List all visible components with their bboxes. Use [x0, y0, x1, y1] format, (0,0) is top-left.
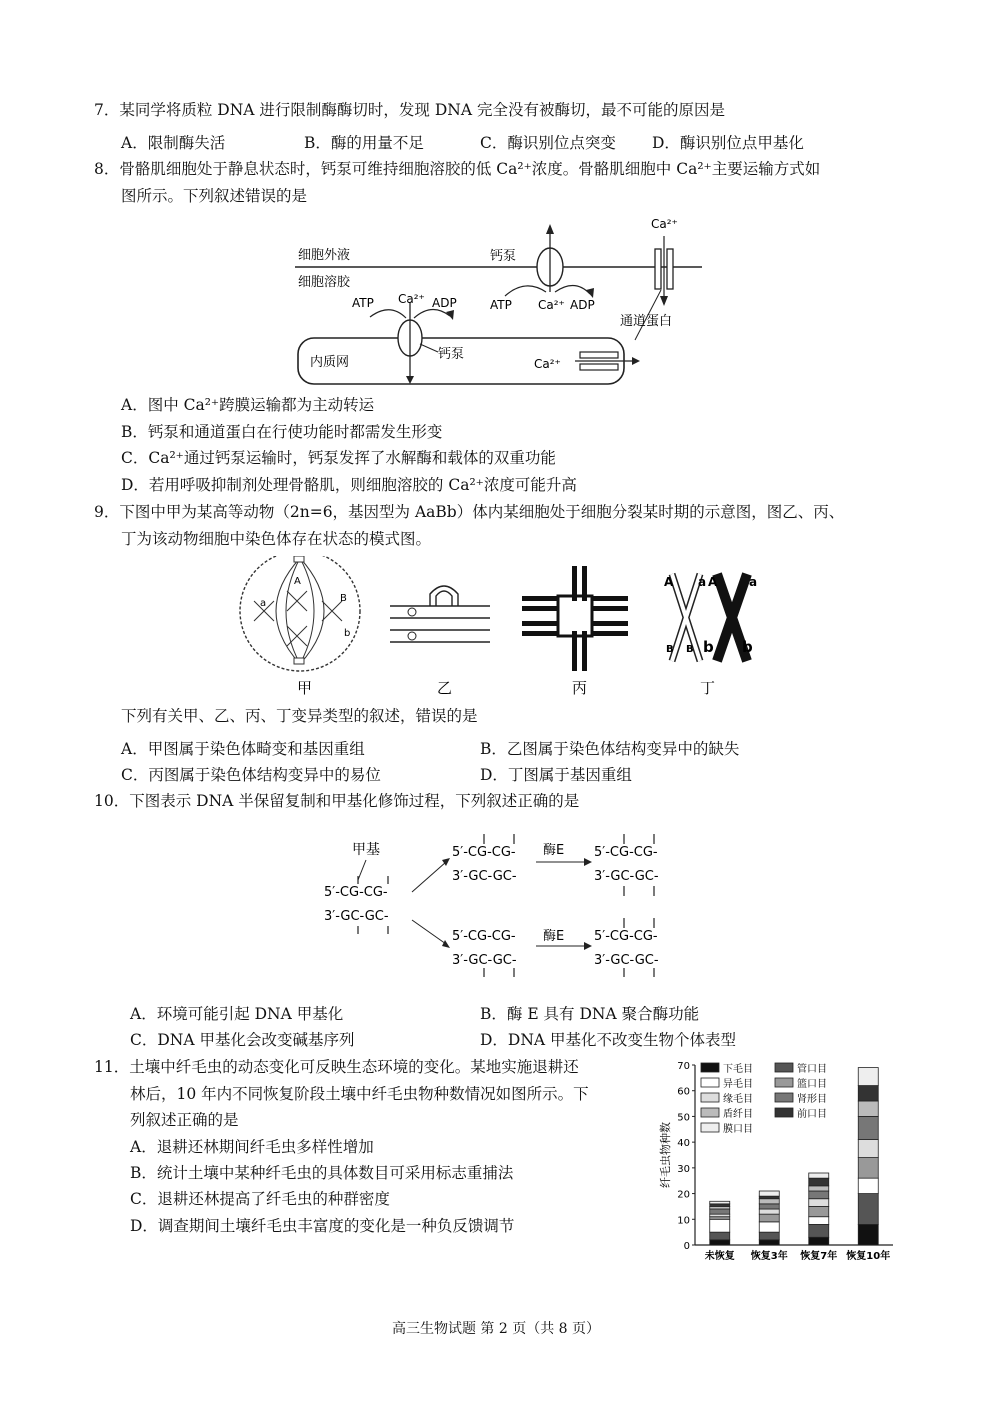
svg-text:3′-GC-GC-: 3′-GC-GC- [594, 953, 659, 968]
q8-option-c: C．Ca²⁺通过钙泵运输时，钙泵发挥了水解酶和载体的双重功能 [121, 449, 556, 467]
q10-option-a: A．环境可能引起 DNA 甲基化 [130, 1005, 344, 1023]
q8-stem-line2: 图所示。下列叙述错误的是 [121, 187, 308, 205]
svg-text:B: B [686, 644, 694, 655]
svg-text:ADP: ADP [570, 298, 595, 312]
legend-swatch [775, 1063, 793, 1072]
q8-option-d: D．若用呼吸抑制剂处理骨骼肌，则细胞溶胶的 Ca²⁺浓度可能升高 [121, 476, 577, 494]
svg-text:A: A [664, 575, 674, 589]
svg-text:Ca²⁺: Ca²⁺ [534, 357, 561, 371]
legend-swatch [701, 1078, 719, 1087]
label-methyl: 甲基 [352, 842, 380, 858]
svg-text:5′-CG-CG-: 5′-CG-CG- [452, 845, 516, 860]
q7-option-b: B．酶的用量不足 [304, 134, 424, 152]
bar-segment [759, 1199, 779, 1204]
bar-segment [858, 1068, 878, 1086]
y-tick-label: 60 [677, 1086, 690, 1098]
q7-option-d: D．酶识别位点甲基化 [652, 134, 804, 152]
q9-option-d: D．丁图属于基因重组 [480, 766, 632, 784]
svg-text:ADP: ADP [432, 296, 457, 310]
legend-label: 异毛目 [723, 1079, 753, 1090]
calcium-transport-figure [290, 212, 710, 390]
legend-label: 下毛目 [723, 1064, 753, 1075]
svg-text:5′-CG-CG-: 5′-CG-CG- [452, 929, 516, 944]
bar-segment [710, 1232, 730, 1240]
bar-segment [858, 1101, 878, 1116]
bar-segment [809, 1224, 829, 1237]
q11-option-b: B．统计土壤中某种纤毛虫的具体数目可采用标志重捕法 [130, 1164, 514, 1182]
bar-segment [809, 1199, 829, 1207]
svg-text:b: b [703, 638, 714, 656]
svg-text:A: A [708, 575, 718, 589]
q8-option-b: B．钙泵和通道蛋白在行使功能时都需发生形变 [121, 423, 443, 441]
q11-stem-line1: 11．土壤中纤毛虫的动态变化可反映生态环境的变化。某地实施退耕还 [94, 1058, 579, 1076]
svg-text:a: a [749, 575, 758, 589]
svg-text:5′-CG-CG-: 5′-CG-CG- [594, 845, 658, 860]
y-tick-label: 50 [677, 1112, 690, 1124]
svg-text:B: B [340, 593, 347, 604]
q9-option-b: B．乙图属于染色体结构变异中的缺失 [480, 740, 740, 758]
q7-stem: 7．某同学将质粒 DNA 进行限制酶酶切时，发现 DNA 完全没有被酶切，最不可能的原因是 [94, 101, 725, 119]
svg-text:Ca²⁺: Ca²⁺ [538, 298, 565, 312]
bar-segment [858, 1116, 878, 1139]
bar-segment [809, 1217, 829, 1225]
label-jia: 甲 [297, 679, 313, 697]
q11-stem-line3: 列叙述正确的是 [130, 1111, 239, 1129]
page-footer: 高三生物试题 第 2 页（共 8 页） [391, 1321, 601, 1337]
q9-sub-stem: 下列有关甲、乙、丙、丁变异类型的叙述，错误的是 [121, 707, 478, 725]
category-label: 未恢复 [704, 1251, 735, 1262]
svg-text:a: a [260, 598, 267, 609]
category-label: 恢复3年 [750, 1251, 788, 1262]
bar-segment [809, 1173, 829, 1178]
svg-text:3′-GC-GC-: 3′-GC-GC- [452, 869, 517, 884]
svg-text:酶E: 酶E [543, 929, 565, 944]
label-channel: 通道蛋白 [620, 314, 673, 329]
bar-segment [710, 1240, 730, 1245]
q9-option-c: C．丙图属于染色体结构变异中的易位 [121, 766, 381, 784]
bar-segment [858, 1158, 878, 1179]
q7-option-c: C．酶识别位点突变 [480, 134, 616, 152]
svg-text:A: A [294, 576, 301, 587]
svg-text:3′-GC-GC-: 3′-GC-GC- [594, 869, 659, 884]
svg-text:a: a [698, 575, 707, 589]
svg-text:Ca²⁺: Ca²⁺ [651, 217, 678, 231]
y-tick-label: 70 [677, 1061, 690, 1072]
svg-text:ATP: ATP [352, 296, 374, 310]
category-label: 恢复7年 [800, 1251, 838, 1262]
svg-text:3′-GC-GC-: 3′-GC-GC- [452, 953, 517, 968]
bar-segment [710, 1209, 730, 1214]
label-yi: 乙 [437, 679, 453, 697]
svg-text:5′-CG-CG-: 5′-CG-CG- [324, 885, 388, 900]
q11-option-d: D．调查期间土壤纤毛虫丰富度的变化是一种负反馈调节 [130, 1217, 515, 1235]
legend-label: 缘毛目 [723, 1094, 753, 1105]
y-tick-label: 30 [677, 1163, 690, 1175]
legend-swatch [701, 1108, 719, 1117]
bar-segment [858, 1086, 878, 1101]
legend-swatch [775, 1093, 793, 1102]
y-axis-label: 纤毛虫物种数 [659, 1122, 672, 1188]
legend-label: 肾形目 [797, 1094, 827, 1105]
ciliate-species-chart [655, 1055, 905, 1265]
legend-label: 盾纤目 [723, 1109, 753, 1120]
q10-option-d: D．DNA 甲基化不改变生物个体表型 [480, 1031, 737, 1049]
y-tick-label: 20 [677, 1189, 690, 1201]
bar-segment [858, 1178, 878, 1193]
bar-segment [809, 1191, 829, 1199]
svg-text:Ca²⁺: Ca²⁺ [398, 292, 425, 306]
y-tick-label: 40 [677, 1138, 690, 1150]
chromosome-figures [232, 556, 772, 698]
q9-stem-line1: 9．下图中甲为某高等动物（2n=6，基因型为 AaBb）体内某细胞处于细胞分裂某时期的示意图，图乙、丙、 [94, 503, 845, 521]
svg-text:ATP: ATP [490, 298, 512, 312]
label-bing: 丙 [572, 679, 588, 697]
bar-segment [759, 1191, 779, 1196]
dna-methylation-figure [318, 832, 688, 977]
bar-segment [759, 1204, 779, 1209]
svg-text:b: b [344, 628, 351, 639]
q10-option-c: C．DNA 甲基化会改变碱基序列 [130, 1031, 355, 1049]
svg-text:酶E: 酶E [543, 843, 565, 858]
legend-label: 管口目 [797, 1064, 827, 1075]
label-ding: 丁 [700, 679, 716, 697]
q8-option-a: A．图中 Ca²⁺跨膜运输都为主动转运 [121, 396, 375, 414]
legend-swatch [701, 1093, 719, 1102]
q10-option-b: B．酶 E 具有 DNA 聚合酶功能 [480, 1005, 700, 1023]
q9-stem-line2: 丁为该动物细胞中染色体存在状态的模式图。 [121, 530, 432, 548]
legend-swatch [701, 1123, 719, 1132]
y-tick-label: 10 [677, 1215, 690, 1227]
legend-label: 膜口目 [723, 1124, 753, 1135]
y-tick-label: 0 [683, 1241, 690, 1252]
bar-segment [759, 1214, 779, 1222]
label-pump-er: 钙泵 [438, 347, 465, 362]
svg-text:5′-CG-CG-: 5′-CG-CG- [594, 929, 658, 944]
bar-segment [809, 1206, 829, 1216]
q11-option-a: A．退耕还林期间纤毛虫多样性增加 [130, 1138, 374, 1156]
svg-text:3′-GC-GC-: 3′-GC-GC- [324, 909, 389, 924]
bar-segment [759, 1240, 779, 1245]
legend-swatch [775, 1108, 793, 1117]
label-cytosol: 细胞溶胶 [298, 275, 351, 290]
q11-stem-line2: 林后，10 年内不同恢复阶段土壤中纤毛虫物种数情况如图所示。下 [130, 1085, 589, 1103]
bar-segment [858, 1194, 878, 1225]
legend-label: 篮口目 [797, 1079, 827, 1090]
bar-segment [759, 1232, 779, 1240]
bar-segment [809, 1178, 829, 1186]
label-extracellular: 细胞外液 [298, 248, 351, 263]
bar-segment [759, 1209, 779, 1214]
bar-segment [759, 1222, 779, 1232]
bar-segment [809, 1237, 829, 1245]
legend-label: 前口目 [797, 1109, 827, 1120]
bar-segment [858, 1224, 878, 1245]
label-pump-top: 钙泵 [490, 249, 517, 264]
legend-swatch [701, 1063, 719, 1072]
bar-segment [809, 1186, 829, 1191]
q9-option-a: A．甲图属于染色体畸变和基因重组 [121, 740, 365, 758]
q11-option-c: C．退耕还林提高了纤毛虫的种群密度 [130, 1190, 390, 1208]
legend-swatch [775, 1078, 793, 1087]
bar-segment [710, 1219, 730, 1232]
q10-stem: 10．下图表示 DNA 半保留复制和甲基化修饰过程，下列叙述正确的是 [94, 792, 580, 810]
bar-segment [858, 1140, 878, 1158]
q7-option-a: A．限制酶失活 [121, 134, 226, 152]
svg-text:B: B [666, 644, 674, 655]
svg-text:b: b [742, 638, 753, 656]
category-label: 恢复10年 [846, 1251, 891, 1262]
label-er: 内质网 [310, 355, 350, 370]
q8-stem-line1: 8．骨骼肌细胞处于静息状态时，钙泵可维持细胞溶胶的低 Ca²⁺浓度。骨骼肌细胞中 Ca²⁺主要运输方式如 [94, 160, 821, 178]
bar-segment [710, 1201, 730, 1204]
